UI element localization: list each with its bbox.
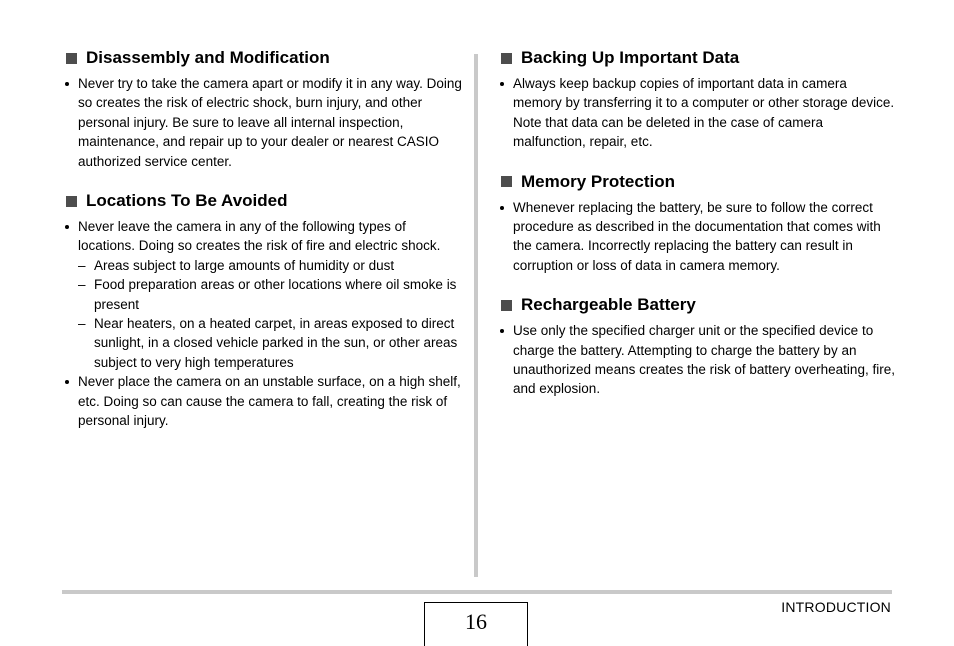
section-memory-protection: [497, 170, 897, 276]
list-item: [497, 198, 897, 276]
sub-list-item: [62, 256, 462, 275]
column-divider: [474, 54, 478, 577]
bullet-dot-icon: [65, 82, 69, 86]
list-item: [497, 321, 897, 399]
section-heading: [497, 46, 897, 70]
page-number: 16: [424, 602, 528, 646]
section-rechargeable-battery: [497, 293, 897, 399]
list-item: [497, 74, 897, 152]
sub-list-item-text: Near heaters, on a heated carpet, in areas exposed to direct sunlight, in a closed vehicle parked in the sun, or other areas subject to very high temperatures: [94, 316, 458, 370]
bullet-dot-icon: [500, 329, 504, 333]
section-disassembly: [62, 46, 462, 171]
list-item: [62, 74, 462, 171]
sub-list-item: [62, 314, 462, 372]
section-title: Memory Protection: [521, 171, 675, 191]
square-bullet-icon: [501, 300, 512, 311]
right-column: [497, 46, 897, 417]
list-item-text: Use only the specified charger unit or the specified device to charge the battery. Attempting to charge the battery by an unauthorized means creates the risk of battery overheating, fire, and explosion.: [513, 323, 895, 397]
bullet-dot-icon: [500, 206, 504, 210]
section-heading: [62, 189, 462, 213]
section-title: Disassembly and Modification: [86, 48, 330, 67]
list-item: [62, 372, 462, 430]
list-item-text: Never place the camera on an unstable surface, on a high shelf, etc. Doing so can cause the camera to fall, creating the risk of personal injury.: [78, 374, 461, 429]
sub-list-item: [62, 275, 462, 314]
list-item-text: Never try to take the camera apart or modify it in any way. Doing so creates the risk of electric shock, burn injury, and other personal injury. Be sure to leave all internal inspection, maintenance, and repair up to your dealer or nearest CASIO authorized service center.: [78, 76, 462, 169]
list-item: [62, 217, 462, 256]
sub-list-item-text: Areas subject to large amounts of humidity or dust: [94, 257, 395, 273]
dash-icon: –: [78, 277, 86, 293]
list-item-text: Never leave the camera in any of the following types of locations. Doing so creates the risk of fire and electric shock.: [78, 219, 441, 254]
left-column: [62, 46, 462, 449]
section-title: Locations To Be Avoided: [86, 191, 288, 211]
sub-list-item-text: Food preparation areas or other locations where oil smoke is present: [94, 277, 457, 312]
bullet-dot-icon: [65, 380, 69, 384]
section-backup: [497, 46, 897, 152]
section-locations: [62, 189, 462, 430]
dash-icon: –: [78, 316, 86, 332]
list-item-text: Always keep backup copies of important data in camera memory by transferring it to a computer or other storage device. Note that data can be deleted in the case of camera malfunction, repair, etc.: [513, 76, 895, 150]
bullet-dot-icon: [65, 225, 69, 229]
square-bullet-icon: [501, 53, 512, 64]
list-item-text: Whenever replacing the battery, be sure to follow the correct procedure as described in the documentation that comes with the camera. Incorrectly replacing the battery can result in corruption or loss of data in camera memory.: [513, 199, 881, 273]
section-label: INTRODUCTION: [781, 599, 891, 615]
section-heading: [497, 293, 897, 317]
footer-rule: [62, 590, 892, 594]
section-title: Rechargeable Battery: [521, 295, 696, 315]
dash-icon: –: [78, 257, 86, 273]
bullet-dot-icon: [500, 82, 504, 86]
square-bullet-icon: [501, 176, 512, 187]
section-heading: [497, 170, 897, 194]
section-title: Backing Up Important Data: [521, 48, 740, 67]
square-bullet-icon: [66, 53, 77, 64]
square-bullet-icon: [66, 196, 77, 207]
section-heading: [62, 46, 462, 70]
